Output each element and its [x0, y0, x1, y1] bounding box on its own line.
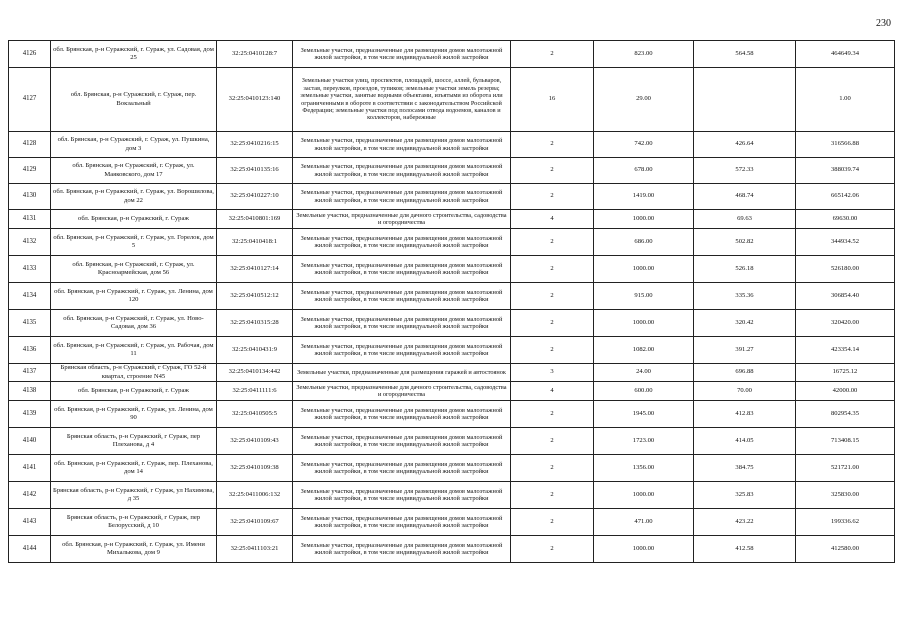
cell-area: 1000.00: [594, 536, 694, 563]
cell-group-code: 2: [511, 41, 594, 68]
cell-cadastral-number: 32:25:0410128:7: [217, 41, 293, 68]
cell-cadastral-value: 713408.15: [796, 428, 895, 455]
cell-address: обл. Брянская, р-н Суражский, г. Сураж, ул. Ленина, дом 90: [51, 401, 217, 428]
cell-land-use-type: Земельные участки, предназначенные для размещения домов малоэтажной жилой застройки, в том числе индивидуальной жилой застройки: [293, 401, 511, 428]
land-cadastral-table: [8, 40, 895, 563]
cell-specific-value: 572.33: [694, 158, 796, 184]
cell-group-code: 4: [511, 210, 594, 229]
cell-specific-value: 412.58: [694, 536, 796, 563]
cell-address: обл. Брянская, р-н Суражский, г. Сураж, ул. Горелок, дом 5: [51, 229, 217, 256]
cell-row-number: 4142: [9, 482, 51, 509]
cell-specific-value: 320.42: [694, 310, 796, 337]
cell-cadastral-number: 32:25:0410505:5: [217, 401, 293, 428]
cell-land-use-type: Земельные участки, предназначенные для размещения домов малоэтажной жилой застройки, в том числе индивидуальной жилой застройки: [293, 337, 511, 364]
cell-group-code: 2: [511, 401, 594, 428]
cell-cadastral-number: 32:25:0410418:1: [217, 229, 293, 256]
cell-group-code: 2: [511, 158, 594, 184]
cell-cadastral-value: 802954.35: [796, 401, 895, 428]
cell-land-use-type: Земельные участки, предназначенные для размещения домов малоэтажной жилой застройки, в том числе индивидуальной жилой застройки: [293, 184, 511, 210]
cell-group-code: 16: [511, 68, 594, 132]
cell-land-use-type: Земельные участки, предназначенные для размещения домов малоэтажной жилой застройки, в том числе индивидуальной жилой застройки: [293, 132, 511, 158]
cell-land-use-type: Земельные участки, предназначенные для размещения гаражей и автостоянок: [293, 364, 511, 382]
cell-land-use-type: Земельные участки, предназначенные для размещения домов малоэтажной жилой застройки, в том числе индивидуальной жилой застройки: [293, 509, 511, 536]
cell-cadastral-number: 32:25:0410109:38: [217, 455, 293, 482]
cell-land-use-type: Земельные участки, предназначенные для размещения домов малоэтажной жилой застройки, в том числе индивидуальной жилой застройки: [293, 482, 511, 509]
cell-address: обл. Брянская, р-н Суражский, г. Сураж, ул. Садовая, дом 25: [51, 41, 217, 68]
cell-group-code: 4: [511, 382, 594, 401]
cell-group-code: 2: [511, 310, 594, 337]
cell-address: обл. Брянская, р-н Суражский, г. Сураж, ул. Пушкина, дом 3: [51, 132, 217, 158]
cell-specific-value: 564.58: [694, 41, 796, 68]
cell-specific-value: 69.63: [694, 210, 796, 229]
cell-row-number: 4137: [9, 364, 51, 382]
cell-group-code: 2: [511, 229, 594, 256]
cell-specific-value: 325.83: [694, 482, 796, 509]
cell-group-code: 2: [511, 536, 594, 563]
cell-area: 1945.00: [594, 401, 694, 428]
table-row: [9, 337, 895, 364]
cell-cadastral-value: 464649.34: [796, 41, 895, 68]
page-number: 230: [876, 18, 891, 29]
cell-cadastral-value: 344934.52: [796, 229, 895, 256]
cell-address: обл. Брянская, р-н Суражский, г. Сураж, пер. Плеханова, дом 14: [51, 455, 217, 482]
cell-group-code: 2: [511, 482, 594, 509]
cell-address: Брянская область, р-н Суражский, г Сураж, пер Плеханова, д 4: [51, 428, 217, 455]
cell-specific-value: 526.18: [694, 256, 796, 283]
cell-row-number: 4129: [9, 158, 51, 184]
cell-row-number: 4134: [9, 283, 51, 310]
cell-specific-value: 696.88: [694, 364, 796, 382]
table-row: [9, 184, 895, 210]
cell-cadastral-number: 32:25:0410801:169: [217, 210, 293, 229]
cell-cadastral-value: 665142.06: [796, 184, 895, 210]
cell-cadastral-number: 32:25:0410512:12: [217, 283, 293, 310]
cell-address: обл. Брянская, р-н Суражский, г. Сураж, ул. Имени Михалькова, дом 9: [51, 536, 217, 563]
cell-address: обл. Брянская, р-н Суражский, г. Сураж, ул. Ленина, дом 120: [51, 283, 217, 310]
cell-cadastral-value: 1.00: [796, 68, 895, 132]
cell-land-use-type: Земельные участки, предназначенные для дачного строительства, садоводства и огородничества: [293, 382, 511, 401]
cell-land-use-type: Земельные участки, предназначенные для размещения домов малоэтажной жилой застройки, в том числе индивидуальной жилой застройки: [293, 41, 511, 68]
cell-land-use-type: Земельные участки, предназначенные для размещения домов малоэтажной жилой застройки, в том числе индивидуальной жилой застройки: [293, 229, 511, 256]
cell-area: 1723.00: [594, 428, 694, 455]
cell-area: 1000.00: [594, 482, 694, 509]
cell-area: 1082.00: [594, 337, 694, 364]
cell-group-code: 2: [511, 256, 594, 283]
table-row: [9, 68, 895, 132]
cell-address: обл. Брянская, р-н Суражский, г. Сураж, ул. Ново-Садовая, дом 36: [51, 310, 217, 337]
cell-row-number: 4136: [9, 337, 51, 364]
table-row: [9, 132, 895, 158]
table-row: [9, 210, 895, 229]
cell-row-number: 4143: [9, 509, 51, 536]
cell-row-number: 4139: [9, 401, 51, 428]
cell-group-code: 2: [511, 509, 594, 536]
cell-address: обл. Брянская, р-н Суражский, г. Сураж: [51, 382, 217, 401]
cell-cadastral-value: 42000.00: [796, 382, 895, 401]
cell-land-use-type: Земельные участки, предназначенные для размещения домов малоэтажной жилой застройки, в том числе индивидуальной жилой застройки: [293, 256, 511, 283]
cell-cadastral-value: 423354.14: [796, 337, 895, 364]
cell-specific-value: 391.27: [694, 337, 796, 364]
cell-cadastral-number: 32:25:0411006:132: [217, 482, 293, 509]
cell-cadastral-value: 316566.88: [796, 132, 895, 158]
table-body: [9, 41, 895, 563]
table-row: [9, 364, 895, 382]
cell-specific-value: 414.05: [694, 428, 796, 455]
cell-row-number: 4138: [9, 382, 51, 401]
cell-cadastral-number: 32:25:0410127:14: [217, 256, 293, 283]
table-row: [9, 283, 895, 310]
cell-row-number: 4126: [9, 41, 51, 68]
cell-area: 1419.00: [594, 184, 694, 210]
cell-cadastral-value: 412580.00: [796, 536, 895, 563]
cell-land-use-type: Земельные участки, предназначенные для размещения домов малоэтажной жилой застройки, в том числе индивидуальной жилой застройки: [293, 310, 511, 337]
cell-specific-value: 426.64: [694, 132, 796, 158]
cell-row-number: 4131: [9, 210, 51, 229]
table-row: [9, 455, 895, 482]
table-row: [9, 41, 895, 68]
cell-area: 678.00: [594, 158, 694, 184]
cell-area: 29.00: [594, 68, 694, 132]
cell-cadastral-value: 526180.00: [796, 256, 895, 283]
cell-area: 600.00: [594, 382, 694, 401]
cell-land-use-type: Земельные участки, предназначенные для дачного строительства, садоводства и огородничества: [293, 210, 511, 229]
cell-land-use-type: Земельные участки, предназначенные для размещения домов малоэтажной жилой застройки, в том числе индивидуальной жилой застройки: [293, 283, 511, 310]
cell-address: обл. Брянская, р-н Суражский, г. Сураж, ул. Рабочая, дом 11: [51, 337, 217, 364]
cell-row-number: 4128: [9, 132, 51, 158]
cell-cadastral-number: 32:25:0410109:43: [217, 428, 293, 455]
table-row: [9, 509, 895, 536]
cell-area: 742.00: [594, 132, 694, 158]
cell-group-code: 2: [511, 132, 594, 158]
cell-group-code: 2: [511, 283, 594, 310]
cell-area: 823.00: [594, 41, 694, 68]
cell-row-number: 4141: [9, 455, 51, 482]
cell-cadastral-number: 32:25:0410109:67: [217, 509, 293, 536]
cell-group-code: 2: [511, 184, 594, 210]
cell-land-use-type: Земельные участки улиц, проспектов, площадей, шоссе, аллей, бульваров, застав, переулков, проездов, тупиков; земельные участки земель резерва; земельные участки, занятые водными объектами, изъятыми из оборота или ограниченными в обороте в соответствии с законодательством Российской Федерации; земельные участки под полосами отвода водоемов, каналов и коллекторов, набережные: [293, 68, 511, 132]
cell-address: обл. Брянская, р-н Суражский, г. Сураж, пер. Вокзальный: [51, 68, 217, 132]
cell-specific-value: 70.00: [694, 382, 796, 401]
cell-address: Брянская область, р-н Суражский, г Сураж, ул Нахимова, д 35: [51, 482, 217, 509]
table-row: [9, 256, 895, 283]
cell-land-use-type: Земельные участки, предназначенные для размещения домов малоэтажной жилой застройки, в том числе индивидуальной жилой застройки: [293, 455, 511, 482]
cell-area: 915.00: [594, 283, 694, 310]
cell-address: Брянская область, р-н Суражский, г Сураж, пер Белорусский, д 10: [51, 509, 217, 536]
table-row: [9, 229, 895, 256]
table-row: [9, 158, 895, 184]
cell-area: 686.00: [594, 229, 694, 256]
table-row: [9, 310, 895, 337]
cell-cadastral-value: 325830.00: [796, 482, 895, 509]
cell-cadastral-number: 32:25:0410216:15: [217, 132, 293, 158]
cell-cadastral-value: 521721.00: [796, 455, 895, 482]
table-row: [9, 482, 895, 509]
cell-cadastral-number: 32:25:0410134:442: [217, 364, 293, 382]
table-row: [9, 401, 895, 428]
cell-cadastral-number: 32:25:0410135:16: [217, 158, 293, 184]
cell-row-number: 4132: [9, 229, 51, 256]
table-row: [9, 382, 895, 401]
cell-group-code: 2: [511, 455, 594, 482]
cell-area: 1356.00: [594, 455, 694, 482]
cell-specific-value: 502.82: [694, 229, 796, 256]
cell-cadastral-value: 16725.12: [796, 364, 895, 382]
cell-cadastral-value: 306854.40: [796, 283, 895, 310]
cell-address: обл. Брянская, р-н Суражский, г. Сураж: [51, 210, 217, 229]
cell-group-code: 2: [511, 337, 594, 364]
cell-area: 1000.00: [594, 210, 694, 229]
cell-cadastral-value: 199336.62: [796, 509, 895, 536]
cell-row-number: 4140: [9, 428, 51, 455]
cell-cadastral-number: 32:25:0410123:140: [217, 68, 293, 132]
cell-land-use-type: Земельные участки, предназначенные для размещения домов малоэтажной жилой застройки, в том числе индивидуальной жилой застройки: [293, 428, 511, 455]
cell-address: Брянская область, р-н Суражский, г Сураж, ГО 52-й квартал, строение N45: [51, 364, 217, 382]
cell-address: обл. Брянская, р-н Суражский, г. Сураж, ул. Красноармейская, дом 56: [51, 256, 217, 283]
cell-area: 1000.00: [594, 256, 694, 283]
cell-cadastral-value: 69630.00: [796, 210, 895, 229]
cell-group-code: 2: [511, 428, 594, 455]
table-row: [9, 428, 895, 455]
cell-cadastral-number: 32:25:0411111:6: [217, 382, 293, 401]
cell-area: 471.00: [594, 509, 694, 536]
cell-specific-value: 423.22: [694, 509, 796, 536]
cell-land-use-type: Земельные участки, предназначенные для размещения домов малоэтажной жилой застройки, в том числе индивидуальной жилой застройки: [293, 158, 511, 184]
cell-area: 24.00: [594, 364, 694, 382]
cell-cadastral-number: 32:25:0410315:28: [217, 310, 293, 337]
cell-address: обл. Брянская, р-н Суражский, г. Сураж, ул. Маяковского, дом 17: [51, 158, 217, 184]
cell-specific-value: 335.36: [694, 283, 796, 310]
cell-specific-value: 412.83: [694, 401, 796, 428]
cell-land-use-type: Земельные участки, предназначенные для размещения домов малоэтажной жилой застройки, в том числе индивидуальной жилой застройки: [293, 536, 511, 563]
cell-row-number: 4144: [9, 536, 51, 563]
cell-row-number: 4133: [9, 256, 51, 283]
cell-specific-value: [694, 68, 796, 132]
table-row: [9, 536, 895, 563]
cell-row-number: 4130: [9, 184, 51, 210]
cell-cadastral-number: 32:25:0411103:21: [217, 536, 293, 563]
cell-cadastral-number: 32:25:0410227:10: [217, 184, 293, 210]
cell-specific-value: 468.74: [694, 184, 796, 210]
cell-cadastral-number: 32:25:0410431:9: [217, 337, 293, 364]
cell-area: 1000.00: [594, 310, 694, 337]
cell-cadastral-value: 388039.74: [796, 158, 895, 184]
cell-group-code: 3: [511, 364, 594, 382]
cell-row-number: 4127: [9, 68, 51, 132]
cell-specific-value: 384.75: [694, 455, 796, 482]
cell-cadastral-value: 320420.00: [796, 310, 895, 337]
cell-address: обл. Брянская, р-н Суражский, г. Сураж, ул. Ворошилова, дом 22: [51, 184, 217, 210]
cell-row-number: 4135: [9, 310, 51, 337]
